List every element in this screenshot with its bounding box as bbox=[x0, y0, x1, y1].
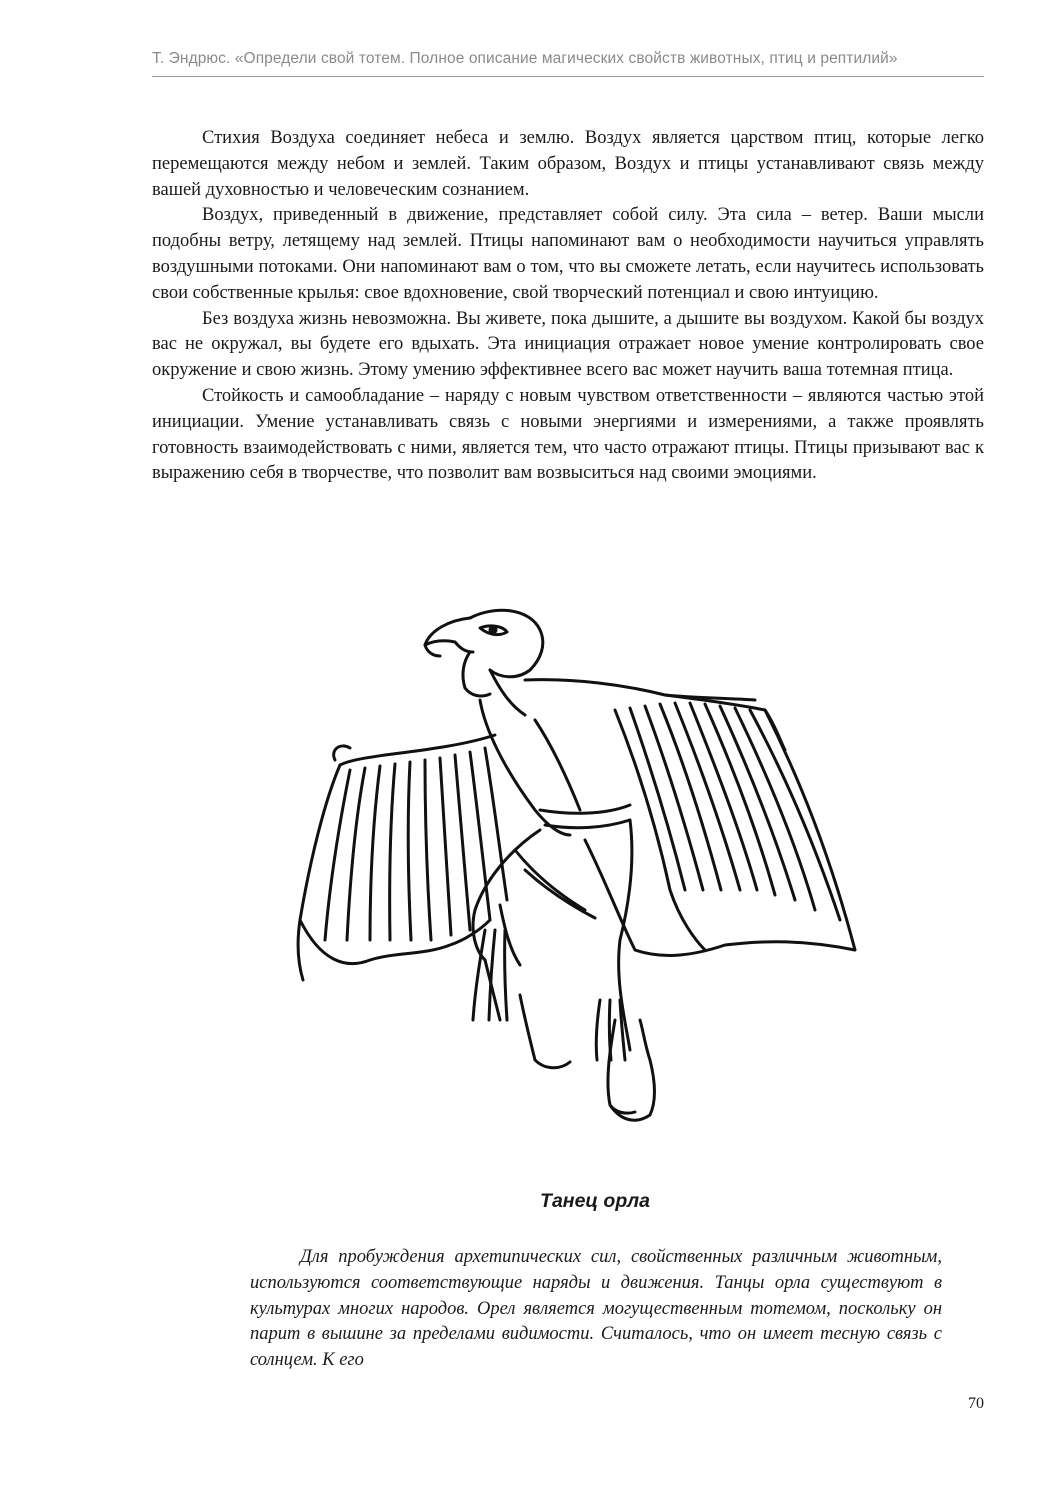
body-text bbox=[152, 126, 984, 487]
header-rule bbox=[152, 76, 984, 77]
running-header: Т. Эндрюс. «Определи свой тотем. Полное описание магических свойств животных, птиц и рептилий» bbox=[152, 50, 898, 67]
figure-caption: Танец орла bbox=[540, 1190, 650, 1212]
eagle-dancer-illustration bbox=[285, 600, 865, 1140]
paragraph: Воздух, приведенный в движение, представляет собой силу. Эта сила – ветер. Ваши мысли подобны ветру, летящему над землей. Птицы напоминают вам о необходимости научиться управлять воздушными потоками. Они напоминают вам о том, что вы сможете летать, если научитесь использовать свои собственные крылья: свое вдохновение, свой творческий потенциал и свою интуицию. bbox=[152, 205, 984, 303]
italic-paragraph: Для пробуждения архетипических сил, свойственных различным животным, используются соответствующие наряды и движения. Танцы орла существуют в культурах многих народов. Орел является могущественным тотемом, поскольку он парит в вышине за пределами видимости. Считалось, что он имеет тесную связь с солнцем. К его bbox=[250, 1247, 942, 1371]
dancer-torso bbox=[525, 680, 755, 700]
eagle-head bbox=[470, 610, 543, 677]
page-number: 70 bbox=[968, 1395, 984, 1412]
dancer-boot bbox=[608, 1020, 655, 1120]
paragraph: Стихия Воздуха соединяет небеса и землю. Воздух является царством птиц, которые легко перемещаются между небом и землей. Таким образом, Воздух и птицы устанавливают связь между вашей духовностью и человеческим сознанием. bbox=[152, 128, 984, 200]
paragraph: Без воздуха жизнь невозможна. Вы живете, пока дышите, а дышите вы воздухом. Какой бы воздух вас не окружал, вы будете его вдыхать. Эта инициация отражает новое умение контролировать свое окружение и свою жизнь. Этому умению эффективнее всего вас может научить ваша тотемная птица. bbox=[152, 308, 984, 381]
paragraph: Стойкость и самообладание – наряду с новым чувством ответственности – являются частью этой инициации. Умение устанавливать связь с новыми энергиями и измерениями, а также проявлять готовность взаимодействовать с ними, является тем, что часто отражают птицы. Птицы призывают вас к выражению себя в творчестве, что позволит вам возвыситься над своими эмоциями. bbox=[152, 385, 984, 484]
